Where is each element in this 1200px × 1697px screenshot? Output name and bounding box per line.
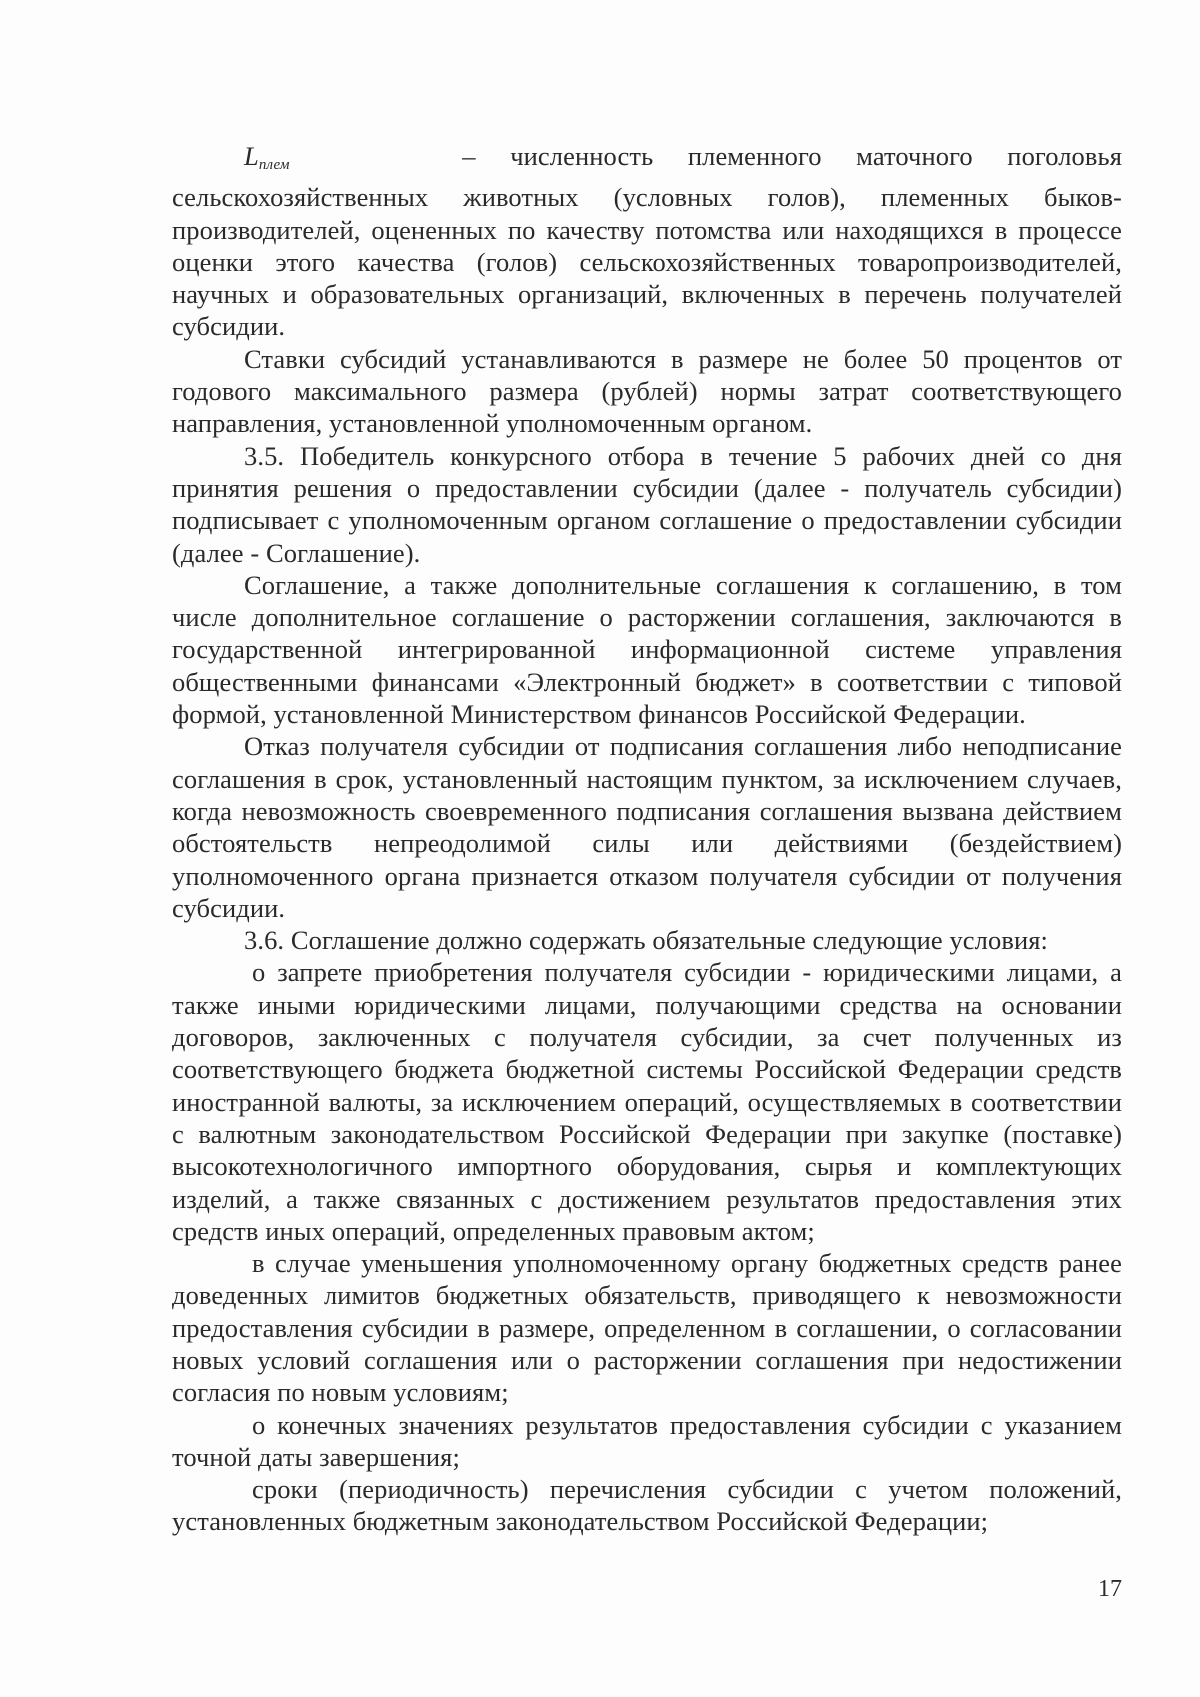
paragraph-limits-reduction: в случае уменьшения уполномоченному органу бюджетных средств ранее доведенных лимитов бюджетных обязательств, приводящего к невозможности предоставления субсидии в размере, определенном в соглашении, о согласовании новых условий соглашения или о расторжении соглашения при недостижении согласия по новым условиям;: [172, 1248, 1122, 1408]
paragraph-agreement-system: Соглашение, а также дополнительные соглашения к соглашению, в том числе дополнительное соглашение о расторжении соглашения, заключаются в государственной интегрированной информационной системе управления общественными финансами «Электронный бюджет» в соответствии с типовой формой, установленной Министерством финансов Российской Федерации.: [172, 569, 1122, 730]
formula-symbol-subscript: плем: [258, 157, 290, 173]
document-body: [172, 140, 1122, 1538]
paragraph-currency-ban: о запрете приобретения получателя субсидии - юридическими лицами, а также иными юридическими лицами, получающими средства на основании договоров, заключенных с получателя субсидии, за счет полученных из соответствующего бюджета бюджетной системы Российской Федерации средств иностранной валюты, за исключением операций, осуществляемых в соответствии с валютным законодательством Российской Федерации при закупке (поставке) высокотехнологичного импортного оборудования, сырья и комплектующих изделий, а также связанных с достижением результатов предоставления этих средств иных операций, определенных правовым актом;: [172, 957, 1122, 1246]
formula-symbol-letter: L: [244, 141, 259, 171]
paragraph-transfer-terms: сроки (периодичность) перечисления субсидии с учетом положений, установленных бюджетным законодательством Российской Федерации;: [172, 1474, 1122, 1537]
paragraph-3-5: 3.5. Победитель конкурсного отбора в течение 5 рабочих дней со дня принятия решения о предоставлении субсидии (далее - получатель субсидии) подписывает с уполномоченным органом соглашение о предоставлении субсидии (далее - Соглашение).: [172, 440, 1122, 568]
formula-symbol: [244, 141, 290, 171]
paragraph-subsidy-rates: Ставки субсидий устанавливаются в размере не более 50 процентов от годового максимального размера (рублей) нормы затрат соответствующего направления, установленной уполномоченным органом.: [172, 343, 1122, 439]
page-number: 17: [1098, 1576, 1122, 1602]
definition-text: численность племенного маточного поголовья сельскохозяйственных животных (условных голов), племенных быков-производителей, оцененных по качеству потомства или находящихся в процессе оценки этого качества (голов) сельскохозяйственных товаропроизводителей, научных и образовательных организаций, включенных в перечень получателей субсидии.: [172, 141, 1122, 342]
definition-paragraph: [172, 140, 1122, 343]
paragraph-final-values: о конечных значениях результатов предоставления субсидии с указанием точной даты завершения;: [172, 1409, 1122, 1472]
paragraph-3-6: 3.6. Соглашение должно содержать обязательные следующие условия:: [244, 925, 1048, 956]
definition-dash: –: [462, 141, 476, 171]
paragraph-refusal: Отказ получателя субсидии от подписания соглашения либо неподписание соглашения в срок, установленный настоящим пунктом, за исключением случаев, когда невозможность своевременного подписания соглашения вызвана действием обстоятельств непреодолимой силы или действиями (бездействием) уполномоченного органа признается отказом получателя субсидии от получения субсидии.: [172, 731, 1122, 923]
